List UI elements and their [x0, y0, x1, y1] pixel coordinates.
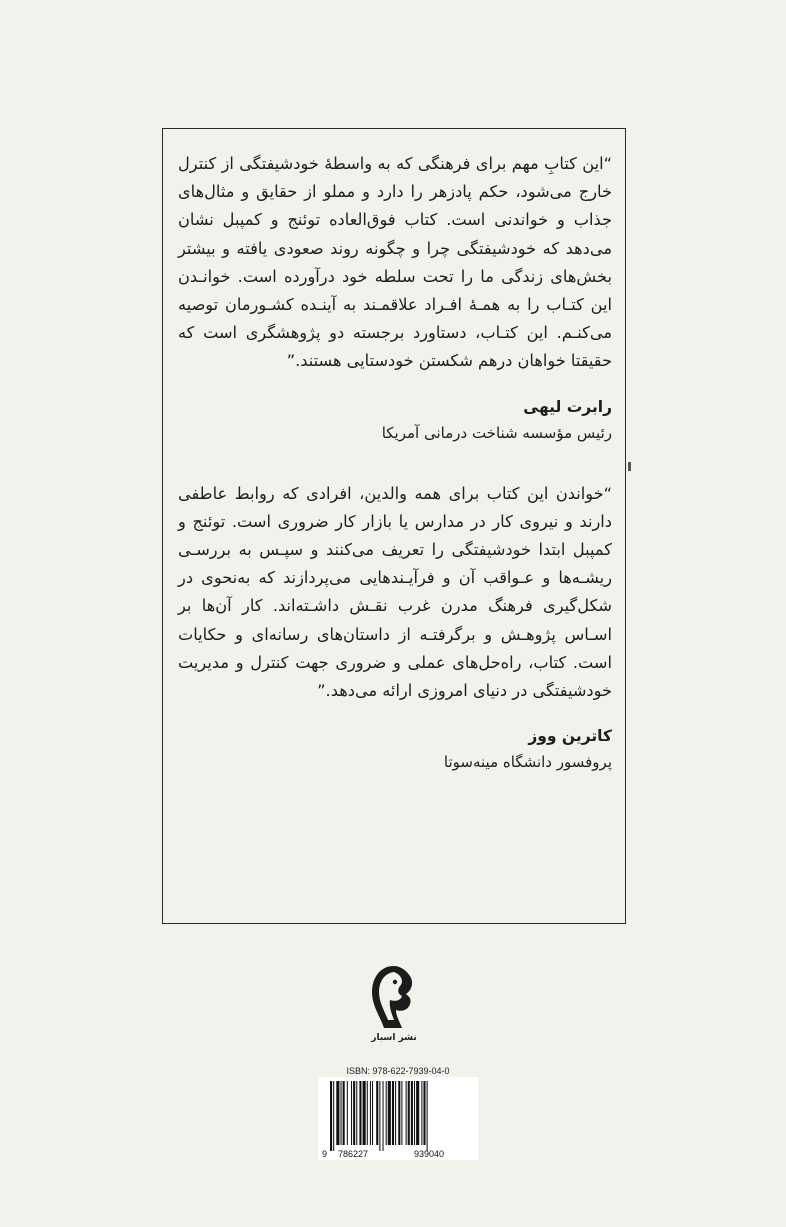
- barcode-bar: [408, 1081, 410, 1145]
- barcode-bar: [392, 1081, 394, 1145]
- barcode-bar: [356, 1081, 357, 1145]
- barcode-bar: [376, 1081, 378, 1145]
- barcode-bar: [416, 1081, 419, 1145]
- endorsement-role-2: پروفسور دانشگاه مینه‌سوتا: [443, 753, 612, 772]
- publisher-logo: [368, 962, 420, 1050]
- barcode-bar: [388, 1081, 391, 1145]
- barcode-bar: [351, 1081, 352, 1145]
- barcode-bar: [386, 1081, 387, 1145]
- barcode-bar: [421, 1081, 422, 1145]
- isbn-label: ISBN: 978-622-7939-04-0: [346, 1066, 450, 1076]
- endorsement-quote-2: “خواندن این کتاب برای همه والدین، افرادی که روابط عاطفی دارند و نیروی کار در مدارس یا بازار کار ضروری است. توئنج و کمپبل ابتدا خودشیفتگی را تعریف می‌کنند و سپـس به بررسـی ریشـه‌ها و عـواقب آن و فرآیـندهایی می‌پردازند که به‌نحوی در شکل‌گیری فرهنگ مدرن غرب نقـش داشـته‌اند. کار آن‌ها بر اسـاس پژوهـش و برگرفتـه از داستان‌های رسانه‌ای و حکایات است. کتاب، راه‌حل‌های عملی و ضروری جهت کنترل و مدیریت خودشیفتگی در دنیای امروزی ارائه می‌دهد.”: [178, 483, 612, 701]
- horse-head-icon: [368, 962, 420, 1032]
- barcode-bar: [372, 1081, 373, 1145]
- publisher-name: نشر اسبار: [371, 1033, 417, 1043]
- barcode-bar: [370, 1081, 371, 1145]
- barcode-bar: [411, 1081, 413, 1145]
- barcode-digits-right: 939040: [414, 1149, 445, 1159]
- barcode-bar: [414, 1081, 415, 1145]
- barcode-bar: [353, 1081, 355, 1145]
- isbn-barcode: [318, 1077, 478, 1160]
- barcode-bar: [406, 1081, 407, 1145]
- barcode-digit-lead: 9: [322, 1149, 328, 1159]
- barcode-bar: [398, 1081, 400, 1145]
- barcode-digits-left: 786227: [338, 1149, 369, 1159]
- barcode-bar: [341, 1081, 342, 1145]
- endorsement-author-1: رابرت لیهی: [523, 397, 612, 416]
- barcode-bar: [427, 1081, 428, 1151]
- edge-mark: [628, 462, 631, 471]
- barcode-bar: [333, 1081, 334, 1151]
- barcode-bar: [423, 1081, 425, 1145]
- barcode-bar: [401, 1081, 402, 1145]
- barcode-bar: [363, 1081, 366, 1145]
- barcode-bar: [359, 1081, 361, 1145]
- endorsement-role-1: رئیس مؤسسه شناخت درمانی آمریکا: [381, 423, 612, 442]
- barcode-bar: [330, 1081, 332, 1151]
- barcode-bar: [395, 1081, 396, 1145]
- barcode-bar: [367, 1081, 368, 1145]
- endorsements: [178, 150, 612, 775]
- barcode-bar: [379, 1081, 380, 1151]
- barcode-bar: [383, 1081, 384, 1151]
- endorsement-quote-1: “این کتابِ مهم برای فرهنگی که به واسطۀ خودشیفتگی از کنترل خارج می‌شود، حکم پادزهر را دارد و مملو از حقایق و مثال‌های جذاب و خواندنی است. کتاب فوق‌العاده توئنج و کمپبل نشان می‌دهد که خودشیفتگی چرا و چگونه روند صعودی یافته و بیشتر بخش‌های زندگی ما را تحت سلطه خود درآورده است. خوانـدن این کتـاب را به همـۀ افـراد علاقمـند به آینـده کشـورمان توصیه می‌کنـم. این کتـاب، دستاورد برجسته دو پژوهشگری است که حقیقتا خواهان درهم شکستن خودستایی هستند.”: [178, 154, 612, 371]
- endorsement-author-2: کاترین ووز: [528, 727, 612, 746]
- barcode-bar: [347, 1081, 348, 1145]
- barcode-bar: [343, 1081, 345, 1145]
- barcode-bar: [336, 1081, 339, 1145]
